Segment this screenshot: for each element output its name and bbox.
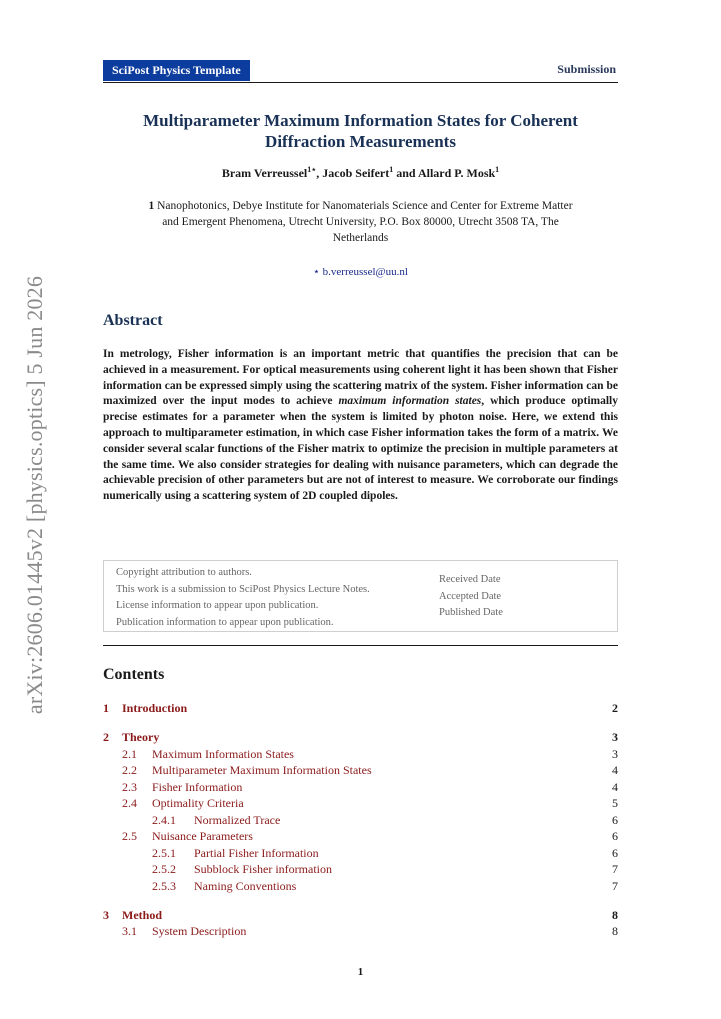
title-line-2: Diffraction Measurements [265, 132, 456, 151]
toc-number: 2.5.1 [152, 845, 176, 860]
toc-entry-maximum-information-states[interactable] [103, 746, 618, 762]
toc-entry-subblock-fisher-information[interactable] [103, 861, 618, 877]
author-affiliation-mark: 1 [389, 165, 394, 174]
toc-number: 3.1 [122, 924, 137, 938]
toc-label: Multiparameter Maximum Information States [152, 763, 372, 777]
toc-entry-fisher-information[interactable] [103, 779, 618, 795]
toc-label: Theory [122, 730, 160, 744]
toc-label: Introduction [122, 701, 188, 715]
toc-entry-multiparameter-mis[interactable] [103, 762, 618, 778]
affiliation-number: 1 [148, 200, 155, 212]
toc-label: Partial Fisher Information [194, 845, 319, 860]
toc-label: Method [122, 907, 162, 922]
author-list [103, 165, 618, 181]
toc-label: Subblock Fisher information [194, 862, 332, 876]
publication-info-box [103, 560, 618, 632]
toc-page: 4 [612, 779, 618, 794]
affiliation-line-1: Nanophotonics, Debye Institute for Nanomaterials Science and Center for Extreme Matter [157, 200, 573, 212]
toc-number: 2.4.1 [152, 812, 176, 827]
toc-number: 2.5 [122, 829, 137, 843]
toc-label: Maximum Information States [152, 746, 294, 761]
publication-line: Publication information to appear upon publication. [116, 616, 334, 628]
toc-page: 6 [612, 845, 618, 860]
title-line-1: Multiparameter Maximum Information States for Coherent [143, 111, 578, 130]
toc-entry-introduction[interactable] [103, 700, 618, 716]
toc-label: System Description [152, 924, 247, 938]
abstract-heading: Abstract [103, 312, 163, 329]
toc-number: 2.2 [122, 763, 137, 777]
toc-label: Nuisance Parameters [152, 829, 253, 843]
toc-entry-normalized-trace[interactable] [103, 812, 618, 828]
toc-page: 8 [612, 907, 618, 922]
toc-entry-partial-fisher-information[interactable] [103, 845, 618, 861]
page-number: 1 [357, 966, 364, 978]
corresponding-email [103, 265, 618, 278]
toc-label: Normalized Trace [194, 812, 281, 827]
toc-number: 2.4 [122, 796, 137, 810]
submission-line: This work is a submission to SciPost Physics Lecture Notes. [116, 583, 370, 595]
author-name: Allard P. Mosk [417, 166, 496, 180]
toc-page: 4 [612, 763, 618, 777]
toc-page: 3 [612, 746, 618, 761]
author-separator: and [393, 166, 418, 180]
copyright-line: Copyright attribution to authors. [116, 567, 252, 578]
received-date: Received Date [439, 574, 501, 585]
toc-label: Fisher Information [152, 779, 243, 794]
license-line: License information to appear upon publication. [116, 600, 319, 611]
submission-status: Submission [557, 62, 616, 76]
author-name: Jacob Seifert [322, 166, 390, 180]
arxiv-side-stamp [20, 265, 50, 725]
toc-label: Naming Conventions [194, 878, 297, 893]
abstract-part-2: , which produce optimally precise estimates for a parameter when the system is limited by photon noise. Here, we extend this approach to multiparameter estimation, in which case Fisher information takes the form of a matrix. We consider several scalar functions of the Fisher matrix to optimize the precision in multiple parameters at the same time. We also consider strategies for dealing with nuisance parameters, which can degrade the achievable precision of other parameters but are not of interest to measure. We corroborate our findings numerically using a scattering system of 2D coupled dipoles. [103, 395, 618, 503]
paper-title [103, 110, 618, 152]
toc-page: 7 [612, 878, 618, 893]
author-name: Bram Verreussel [221, 166, 308, 180]
email-link[interactable]: b.verreussel@uu.nl [322, 266, 408, 278]
arxiv-identifier: arXiv:2606.01445v2 [physics.optics] 5 Jun 2026 [22, 275, 47, 715]
toc-entry-theory[interactable] [103, 729, 618, 745]
abstract-text [103, 347, 618, 505]
abstract-part-1: In metrology, Fisher information is an important metric that quantifies the precision that can be achieved in a measurement. For optical measurements using coherent light it has been shown that Fisher information can be expressed simply using the scattering matrix of the system. Fisher information can be maximized over the input modes to achieve [103, 348, 618, 408]
toc-entry-optimality-criteria[interactable] [103, 795, 618, 811]
toc-number: 2.3 [122, 779, 137, 794]
affiliation-line-2: and Emergent Phenomena, Utrecht University, P.O. Box 80000, Utrecht 3508 TA, The [162, 216, 559, 228]
affiliation [108, 198, 613, 246]
publication-dates [439, 572, 503, 622]
publication-info-left [116, 565, 370, 631]
toc-number: 2 [103, 730, 109, 744]
toc-entry-naming-conventions[interactable] [103, 878, 618, 894]
published-date: Published Date [439, 607, 503, 618]
toc-entry-method[interactable] [103, 907, 618, 923]
toc-number: 2.5.3 [152, 878, 176, 893]
toc-page: 6 [612, 812, 618, 827]
toc-number: 2.5.2 [152, 862, 176, 876]
abstract-emphasis: maximum information states [338, 395, 482, 408]
toc-number: 1 [103, 701, 109, 715]
author-separator: , [316, 166, 323, 180]
page-header [103, 60, 618, 83]
toc-entry-nuisance-parameters[interactable] [103, 828, 618, 844]
affiliation-line-3: Netherlands [332, 232, 389, 244]
contents-heading: Contents [103, 666, 165, 683]
toc-page: 6 [612, 829, 618, 843]
toc-label: Optimality Criteria [152, 796, 244, 810]
author-affiliation-mark: 1⋆ [307, 165, 317, 174]
corresponding-star: ⋆ [313, 266, 320, 278]
accepted-date: Accepted Date [439, 590, 502, 602]
toc-page: 7 [612, 862, 618, 876]
toc-page: 2 [612, 701, 618, 715]
toc-number: 2.1 [122, 746, 137, 761]
toc-number: 3 [103, 907, 109, 922]
toc-page: 8 [612, 924, 618, 938]
toc-page: 5 [612, 796, 618, 810]
toc-page: 3 [612, 730, 618, 744]
section-divider [103, 645, 618, 646]
toc-entry-system-description[interactable] [103, 923, 618, 939]
author-affiliation-mark: 1 [495, 165, 500, 174]
journal-template-tag: SciPost Physics Template [103, 60, 250, 81]
